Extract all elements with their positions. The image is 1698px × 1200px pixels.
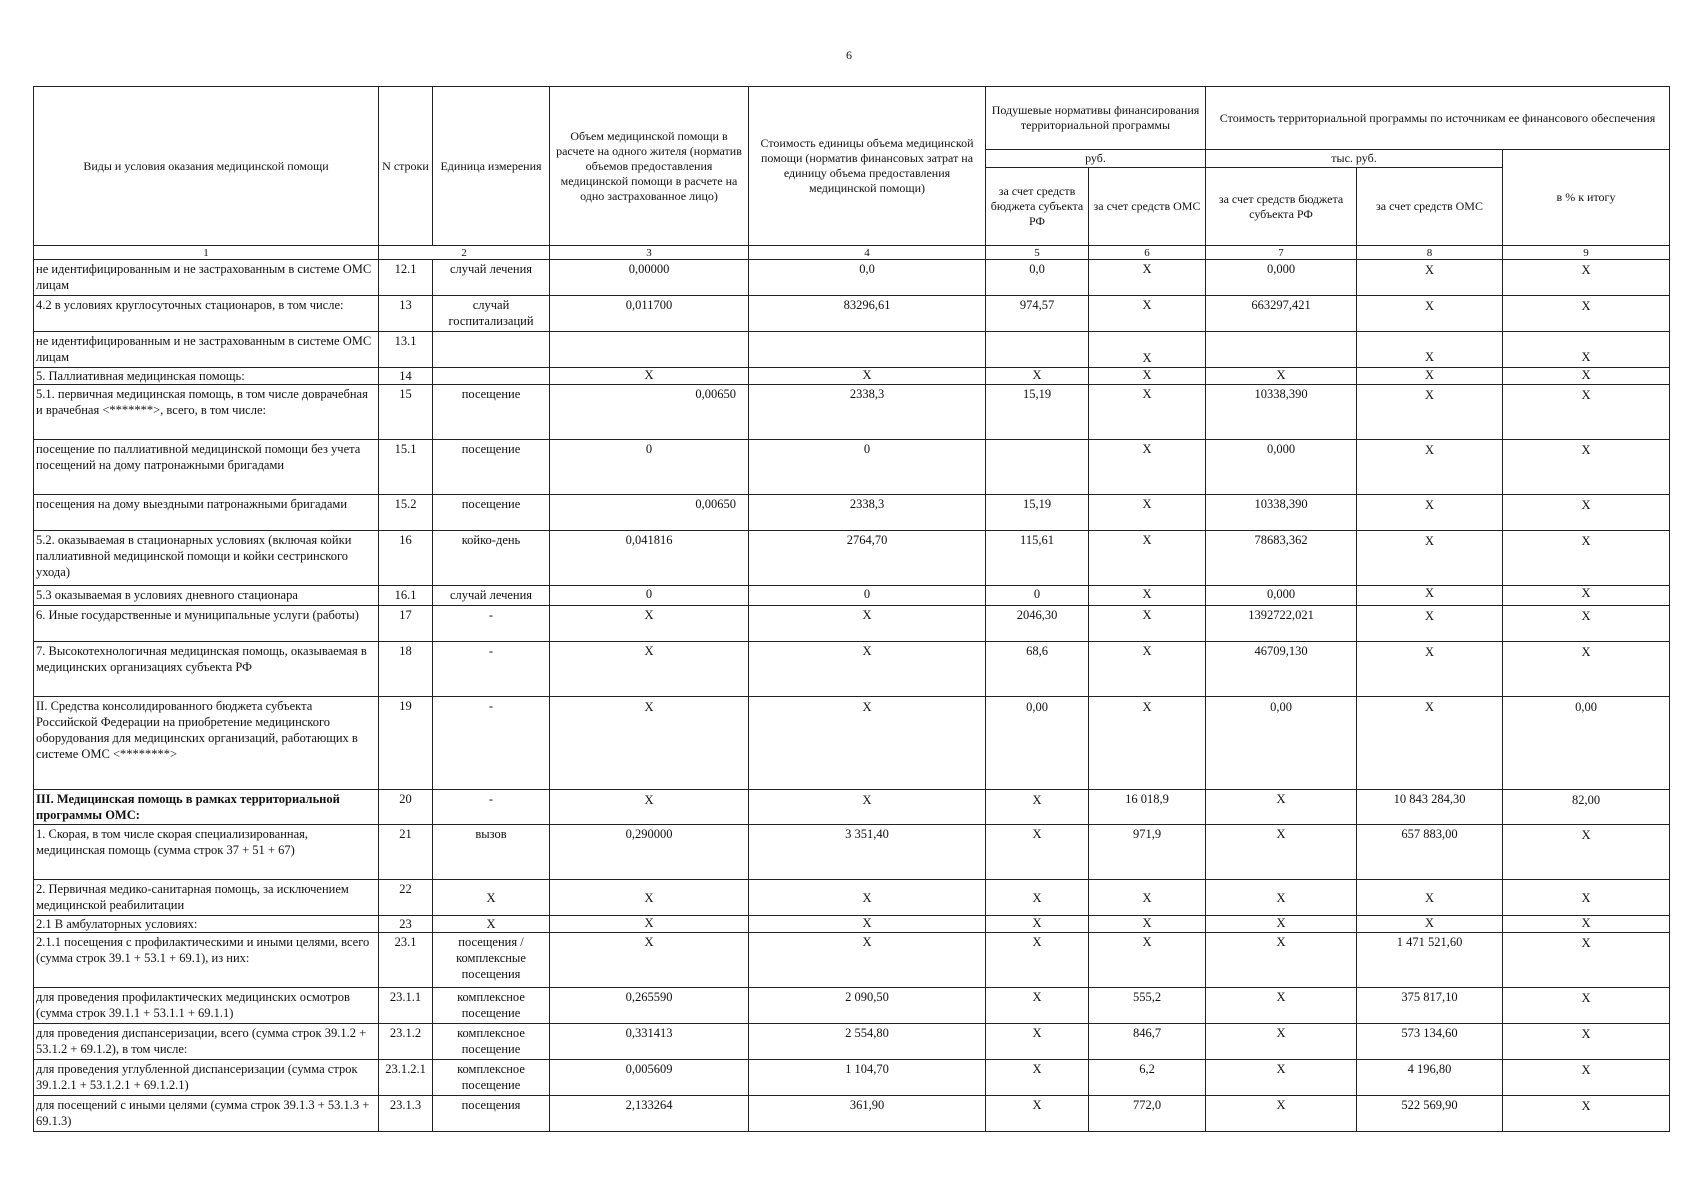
unit-cost-value: 361,90 [749, 1096, 986, 1132]
row-unit: койко-день [433, 531, 550, 586]
row-number: 20 [379, 790, 433, 825]
table-row [34, 440, 1670, 495]
row-unit: посещение [433, 385, 550, 440]
cost-budget-value: 0,000 [1206, 260, 1357, 296]
cost-oms-value: 573 134,60 [1357, 1024, 1503, 1060]
cost-budget-value: X [1206, 880, 1357, 916]
col-number: 1 [34, 246, 379, 260]
volume-value: X [550, 916, 749, 933]
volume-value: 0,00000 [550, 260, 749, 296]
table-row [34, 880, 1670, 916]
cost-budget-value: X [1206, 1024, 1357, 1060]
row-number: 13.1 [379, 332, 433, 368]
table-row [34, 933, 1670, 988]
row-name: для посещений с иными целями (сумма строк 39.1.3 + 53.1.3 + 69.1.3) [34, 1096, 379, 1132]
norm-budget-value: X [986, 933, 1089, 988]
program-cost-table [33, 86, 1670, 1132]
row-number: 19 [379, 697, 433, 790]
cost-oms-value: 4 196,80 [1357, 1060, 1503, 1096]
col-number: 5 [986, 246, 1089, 260]
percent-value: X [1503, 988, 1670, 1024]
norm-budget-value: 0 [986, 586, 1089, 606]
cost-budget-value: 0,000 [1206, 440, 1357, 495]
row-name: 6. Иные государственные и муниципальные услуги (работы) [34, 606, 379, 642]
unit-cost-value: X [749, 642, 986, 697]
row-unit: - [433, 642, 550, 697]
cost-oms-value: X [1357, 368, 1503, 385]
volume-value: X [550, 697, 749, 790]
volume-value: 0,00650 [550, 385, 749, 440]
norm-oms-value: X [1089, 368, 1206, 385]
percent-value: X [1503, 440, 1670, 495]
header-unit-cost: Стоимость единицы объема медицинской помощи (норматив финансовых затрат на единицу объема предоставления медицинской помощи) [749, 87, 986, 246]
cost-oms-value: 657 883,00 [1357, 825, 1503, 880]
volume-value: 0,265590 [550, 988, 749, 1024]
norm-budget-value: 115,61 [986, 531, 1089, 586]
row-name: 5.2. оказываемая в стационарных условиях (включая койки паллиативной медицинской помощи и койки сестринского ухода) [34, 531, 379, 586]
table-row [34, 586, 1670, 606]
row-unit: - [433, 790, 550, 825]
cost-oms-value: X [1357, 495, 1503, 531]
norm-oms-value: X [1089, 296, 1206, 332]
row-number: 23.1.2 [379, 1024, 433, 1060]
norm-oms-value: X [1089, 332, 1206, 368]
norm-budget-value: X [986, 880, 1089, 916]
cost-oms-value: X [1357, 916, 1503, 933]
norm-oms-value: X [1089, 385, 1206, 440]
row-name: 7. Высокотехнологичная медицинская помощь, оказываемая в медицинских организациях субъекта РФ [34, 642, 379, 697]
row-number: 22 [379, 880, 433, 916]
header-thousand-rub: тыс. руб. [1206, 150, 1503, 168]
row-unit: X [433, 880, 550, 916]
row-number: 13 [379, 296, 433, 332]
cost-oms-value: 375 817,10 [1357, 988, 1503, 1024]
volume-value: 0,041816 [550, 531, 749, 586]
percent-value: X [1503, 606, 1670, 642]
row-name: 2.1 В амбулаторных условиях: [34, 916, 379, 933]
row-unit: комплексное посещение [433, 1024, 550, 1060]
percent-value: X [1503, 495, 1670, 531]
unit-cost-value: 2338,3 [749, 495, 986, 531]
header-per-capita-norms: Подушевые нормативы финансирования территориальной программы [986, 87, 1206, 150]
cost-oms-value: X [1357, 880, 1503, 916]
volume-value: X [550, 933, 749, 988]
row-name: для проведения диспансеризации, всего (сумма строк 39.1.2 + 53.1.2 + 69.1.2), в том числе: [34, 1024, 379, 1060]
row-name: 5. Паллиативная медицинская помощь: [34, 368, 379, 385]
norm-budget-value: 0,0 [986, 260, 1089, 296]
percent-value: X [1503, 880, 1670, 916]
norm-budget-value: X [986, 1024, 1089, 1060]
percent-value: X [1503, 916, 1670, 933]
cost-oms-value: X [1357, 385, 1503, 440]
col-number: 4 [749, 246, 986, 260]
percent-value: X [1503, 825, 1670, 880]
header-cost-oms: за счет средств ОМС [1357, 168, 1503, 246]
cost-budget-value [1206, 332, 1357, 368]
unit-cost-value [749, 332, 986, 368]
cost-budget-value: 1392722,021 [1206, 606, 1357, 642]
unit-cost-value: X [749, 790, 986, 825]
cost-budget-value: X [1206, 825, 1357, 880]
header-cost-budget: за счет средств бюджета субъекта РФ [1206, 168, 1357, 246]
row-name: 5.3 оказываемая в условиях дневного стационара [34, 586, 379, 606]
table-row [34, 1060, 1670, 1096]
norm-oms-value: X [1089, 586, 1206, 606]
volume-value: X [550, 368, 749, 385]
percent-value: X [1503, 1096, 1670, 1132]
row-number: 23.1.1 [379, 988, 433, 1024]
col-number: 6 [1089, 246, 1206, 260]
norm-oms-value: 846,7 [1089, 1024, 1206, 1060]
row-unit: случай госпитализаций [433, 296, 550, 332]
row-number: 23.1.3 [379, 1096, 433, 1132]
unit-cost-value: 83296,61 [749, 296, 986, 332]
header-row-number: N строки [379, 87, 433, 246]
row-name: 2. Первичная медико-санитарная помощь, за исключением медицинской реабилитации [34, 880, 379, 916]
percent-value: X [1503, 296, 1670, 332]
header-care-type: Виды и условия оказания медицинской помощи [34, 87, 379, 246]
header-rub: руб. [986, 150, 1206, 168]
norm-oms-value: X [1089, 697, 1206, 790]
row-number: 16.1 [379, 586, 433, 606]
norm-budget-value: X [986, 825, 1089, 880]
volume-value: 0 [550, 586, 749, 606]
header-unit: Единица измерения [433, 87, 550, 246]
row-unit [433, 332, 550, 368]
table-row [34, 495, 1670, 531]
table-row [34, 916, 1670, 933]
cost-budget-value: 0,000 [1206, 586, 1357, 606]
row-name: посещения на дому выездными патронажными бригадами [34, 495, 379, 531]
cost-oms-value: X [1357, 260, 1503, 296]
row-unit: X [433, 916, 550, 933]
row-number: 15 [379, 385, 433, 440]
table-row [34, 368, 1670, 385]
header-norm-budget: за счет средств бюджета субъекта РФ [986, 168, 1089, 246]
percent-value: X [1503, 933, 1670, 988]
row-name: 2.1.1 посещения с профилактическими и иными целями, всего (сумма строк 39.1 + 53.1 + 69.1), из них: [34, 933, 379, 988]
norm-budget-value: 15,19 [986, 385, 1089, 440]
norm-oms-value: X [1089, 495, 1206, 531]
table-row [34, 606, 1670, 642]
norm-budget-value: 974,57 [986, 296, 1089, 332]
table-row [34, 296, 1670, 332]
row-name: III. Медицинская помощь в рамках территориальной программы ОМС: [34, 790, 379, 825]
norm-oms-value: X [1089, 642, 1206, 697]
unit-cost-value: X [749, 880, 986, 916]
norm-oms-value: X [1089, 916, 1206, 933]
unit-cost-value: 0 [749, 440, 986, 495]
row-number: 23 [379, 916, 433, 933]
norm-budget-value: 15,19 [986, 495, 1089, 531]
row-unit: комплексное посещение [433, 988, 550, 1024]
cost-budget-value: X [1206, 790, 1357, 825]
row-number: 15.2 [379, 495, 433, 531]
volume-value: X [550, 790, 749, 825]
cost-budget-value: 78683,362 [1206, 531, 1357, 586]
norm-budget-value: X [986, 988, 1089, 1024]
cost-oms-value: X [1357, 296, 1503, 332]
percent-value: X [1503, 1060, 1670, 1096]
row-number: 18 [379, 642, 433, 697]
volume-value: 0,011700 [550, 296, 749, 332]
row-unit [433, 368, 550, 385]
volume-value: 0,331413 [550, 1024, 749, 1060]
unit-cost-value: X [749, 368, 986, 385]
row-unit: случай лечения [433, 260, 550, 296]
norm-budget-value: 68,6 [986, 642, 1089, 697]
cost-oms-value: 522 569,90 [1357, 1096, 1503, 1132]
unit-cost-value: 0,0 [749, 260, 986, 296]
unit-cost-value: 2 554,80 [749, 1024, 986, 1060]
row-number: 15.1 [379, 440, 433, 495]
unit-cost-value: X [749, 916, 986, 933]
row-name: для проведения углубленной диспансеризации (сумма строк 39.1.2.1 + 53.1.2.1 + 69.1.2.1) [34, 1060, 379, 1096]
percent-value: X [1503, 385, 1670, 440]
row-number: 21 [379, 825, 433, 880]
col-number: 2 [379, 246, 550, 260]
cost-oms-value: X [1357, 586, 1503, 606]
norm-oms-value: 772,0 [1089, 1096, 1206, 1132]
cost-budget-value: X [1206, 368, 1357, 385]
percent-value: X [1503, 1024, 1670, 1060]
row-number: 23.1.2.1 [379, 1060, 433, 1096]
cost-oms-value: 1 471 521,60 [1357, 933, 1503, 988]
row-name: 5.1. первичная медицинская помощь, в том числе доврачебная и врачебная <*******>, всего, в том числе: [34, 385, 379, 440]
norm-oms-value: X [1089, 880, 1206, 916]
volume-value: 0,00650 [550, 495, 749, 531]
row-number: 23.1 [379, 933, 433, 988]
row-unit: комплексное посещение [433, 1060, 550, 1096]
percent-value: X [1503, 586, 1670, 606]
norm-oms-value: X [1089, 260, 1206, 296]
unit-cost-value: 1 104,70 [749, 1060, 986, 1096]
row-unit: случай лечения [433, 586, 550, 606]
percent-value: X [1503, 531, 1670, 586]
cost-budget-value: 10338,390 [1206, 385, 1357, 440]
header-volume: Объем медицинской помощи в расчете на одного жителя (норматив объемов предоставления медицинской помощи в расчете на одно застрахованное лицо) [550, 87, 749, 246]
row-name: не идентифицированным и не застрахованным в системе ОМС лицам [34, 260, 379, 296]
volume-value: X [550, 642, 749, 697]
table-row [34, 531, 1670, 586]
page-number: 6 [846, 48, 852, 62]
percent-value: 0,00 [1503, 697, 1670, 790]
unit-cost-value: X [749, 606, 986, 642]
table-row [34, 697, 1670, 790]
unit-cost-value: 2 090,50 [749, 988, 986, 1024]
volume-value: 0,290000 [550, 825, 749, 880]
row-unit: - [433, 606, 550, 642]
row-unit: вызов [433, 825, 550, 880]
cost-oms-value: X [1357, 531, 1503, 586]
col-number: 9 [1503, 246, 1670, 260]
cost-oms-value: X [1357, 440, 1503, 495]
unit-cost-value: X [749, 933, 986, 988]
cost-budget-value: X [1206, 916, 1357, 933]
norm-budget-value: X [986, 790, 1089, 825]
volume-value: 0 [550, 440, 749, 495]
cost-oms-value: X [1357, 606, 1503, 642]
cost-budget-value: 10338,390 [1206, 495, 1357, 531]
cost-oms-value: X [1357, 332, 1503, 368]
norm-budget-value: 0,00 [986, 697, 1089, 790]
norm-oms-value: X [1089, 606, 1206, 642]
norm-budget-value: 2046,30 [986, 606, 1089, 642]
unit-cost-value: X [749, 697, 986, 790]
norm-oms-value: X [1089, 531, 1206, 586]
col-number: 8 [1357, 246, 1503, 260]
header-program-cost: Стоимость территориальной программы по источникам ее финансового обеспечения [1206, 87, 1670, 150]
row-number: 14 [379, 368, 433, 385]
norm-budget-value [986, 440, 1089, 495]
unit-cost-value: 0 [749, 586, 986, 606]
volume-value: X [550, 606, 749, 642]
norm-budget-value [986, 332, 1089, 368]
norm-budget-value: X [986, 1096, 1089, 1132]
percent-value: 82,00 [1503, 790, 1670, 825]
table-row [34, 1096, 1670, 1132]
percent-value: X [1503, 332, 1670, 368]
norm-oms-value: 16 018,9 [1089, 790, 1206, 825]
norm-budget-value: X [986, 1060, 1089, 1096]
unit-cost-value: 2764,70 [749, 531, 986, 586]
row-unit: посещения [433, 1096, 550, 1132]
row-unit: - [433, 697, 550, 790]
cost-oms-value: X [1357, 697, 1503, 790]
table-row [34, 332, 1670, 368]
table-row [34, 385, 1670, 440]
cost-budget-value: X [1206, 988, 1357, 1024]
header-percent-total: в % к итогу [1503, 150, 1670, 246]
cost-budget-value: X [1206, 1060, 1357, 1096]
row-number: 16 [379, 531, 433, 586]
table-row [34, 1024, 1670, 1060]
table-row [34, 642, 1670, 697]
norm-budget-value: X [986, 916, 1089, 933]
volume-value: X [550, 880, 749, 916]
norm-oms-value: X [1089, 933, 1206, 988]
percent-value: X [1503, 368, 1670, 385]
cost-oms-value: X [1357, 642, 1503, 697]
row-unit: посещение [433, 440, 550, 495]
table-row [34, 790, 1670, 825]
header-norm-oms: за счет средств ОМС [1089, 168, 1206, 246]
cost-budget-value: X [1206, 1096, 1357, 1132]
cost-budget-value: 0,00 [1206, 697, 1357, 790]
norm-budget-value: X [986, 368, 1089, 385]
row-name: II. Средства консолидированного бюджета субъекта Российской Федерации на приобретение медицинского оборудования для медицинских организаций, работающих в системе ОМС <********> [34, 697, 379, 790]
row-unit: посещения / комплексные посещения [433, 933, 550, 988]
row-number: 12.1 [379, 260, 433, 296]
norm-oms-value: 971,9 [1089, 825, 1206, 880]
percent-value: X [1503, 260, 1670, 296]
col-number: 3 [550, 246, 749, 260]
row-number: 17 [379, 606, 433, 642]
unit-cost-value: 3 351,40 [749, 825, 986, 880]
volume-value: 2,133264 [550, 1096, 749, 1132]
cost-budget-value: 46709,130 [1206, 642, 1357, 697]
volume-value [550, 332, 749, 368]
row-name: для проведения профилактических медицинских осмотров (сумма строк 39.1.1 + 53.1.1 + 69.1.1) [34, 988, 379, 1024]
row-name: посещение по паллиативной медицинской помощи без учета посещений на дому патронажными бригадами [34, 440, 379, 495]
row-name: 1. Скорая, в том числе скорая специализированная, медицинская помощь (сумма строк 37 + 51 + 67) [34, 825, 379, 880]
table-row [34, 260, 1670, 296]
volume-value: 0,005609 [550, 1060, 749, 1096]
norm-oms-value: 6,2 [1089, 1060, 1206, 1096]
norm-oms-value: X [1089, 440, 1206, 495]
unit-cost-value: 2338,3 [749, 385, 986, 440]
row-name: 4.2 в условиях круглосуточных стационаров, в том числе: [34, 296, 379, 332]
cost-oms-value: 10 843 284,30 [1357, 790, 1503, 825]
col-number: 7 [1206, 246, 1357, 260]
percent-value: X [1503, 642, 1670, 697]
table-row [34, 825, 1670, 880]
cost-budget-value: 663297,421 [1206, 296, 1357, 332]
row-unit: посещение [433, 495, 550, 531]
cost-budget-value: X [1206, 933, 1357, 988]
row-name: не идентифицированным и не застрахованным в системе ОМС лицам [34, 332, 379, 368]
table-row [34, 988, 1670, 1024]
norm-oms-value: 555,2 [1089, 988, 1206, 1024]
